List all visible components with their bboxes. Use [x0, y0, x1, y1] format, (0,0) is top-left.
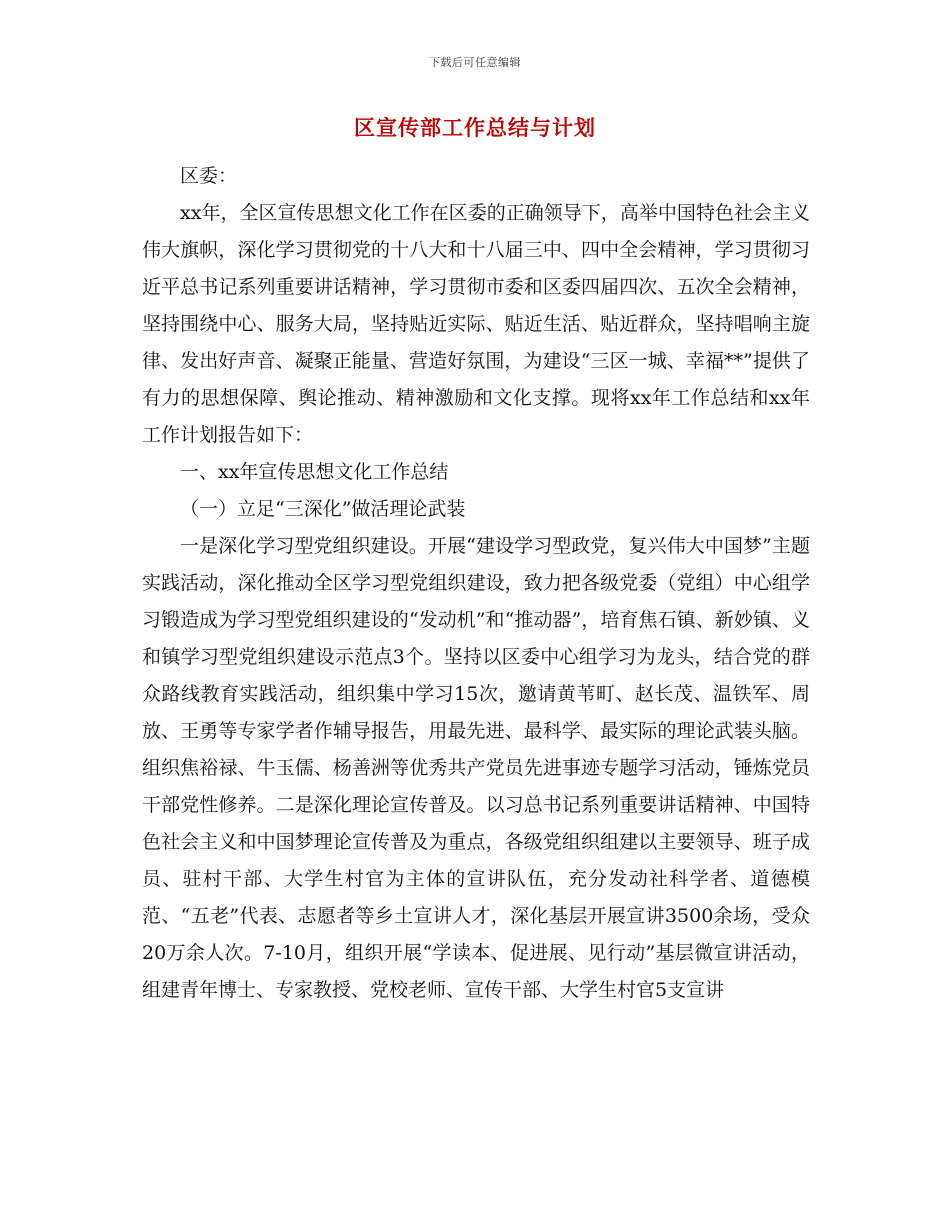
document-body: [142, 158, 810, 1009]
subsection-heading: （一）立足“三深化”做活理论武装: [180, 498, 466, 520]
body-paragraph: 一是深化学习型党组织建设。开展“建设学习型政党，复兴伟大中国梦”主题实践活动，深化推动全区学习型党组织建设，致力把各级党委（党组）中心组学习锻造成为学习型党组织建设的“发动机”和“推动器”，培育焦石镇、新妙镇、义和镇学习型党组织建设示范点3个。坚持以区委中心组学习为龙头，结合党的群众路线教育实践活动，组织集中学习15次，邀请黄苇町、赵长茂、温铁军、周放、王勇等专家学者作辅导报告，用最先进、最科学、最实际的理论武装头脑。组织焦裕禄、牛玉儒、杨善洲等优秀共产党员先进事迹专题学习活动，锤炼党员干部党性修养。二是深化理论宣传普及。以习总书记系列重要讲话精神、中国特色社会主义和中国梦理论宣传普及为重点，各级党组织组建以主要领导、班子成员、驻村干部、大学生村官为主体的宣讲队伍，充分发动社科学者、道德模范、“五老”代表、志愿者等乡土宣讲人才，深化基层开展宣讲3500余场，受众20万余人次。7-10月，组织开展“学读本、促进展、见行动”基层微宣讲活动，组建青年博士、专家教授、党校老师、宣传干部、大学生村官5支宣讲: [142, 535, 810, 1001]
document-title: 区宣传部工作总结与计划: [354, 115, 596, 140]
section-heading: 一、xx年宣传思想文化工作总结: [180, 461, 449, 483]
intro-paragraph: xx年，全区宣传思想文化工作在区委的正确领导下，高举中国特色社会主义伟大旗帜，深化学习贯彻党的十八大和十八届三中、四中全会精神，学习贯彻习近平总书记系列重要讲话精神，学习贯彻市委和区委四届四次、五次全会精神，坚持围绕中心、服务大局，坚持贴近实际、贴近生活、贴近群众，坚持唱响主旋律、发出好声音、凝聚正能量、营造好氛围，为建设“三区一城、幸福**”提供了有力的思想保障、舆论推动、精神激励和文化支撑。现将xx年工作总结和xx年工作计划报告如下：: [142, 202, 810, 446]
salutation-paragraph: 区委：: [180, 165, 238, 187]
page-header-note: 下载后可任意编辑: [429, 56, 521, 69]
